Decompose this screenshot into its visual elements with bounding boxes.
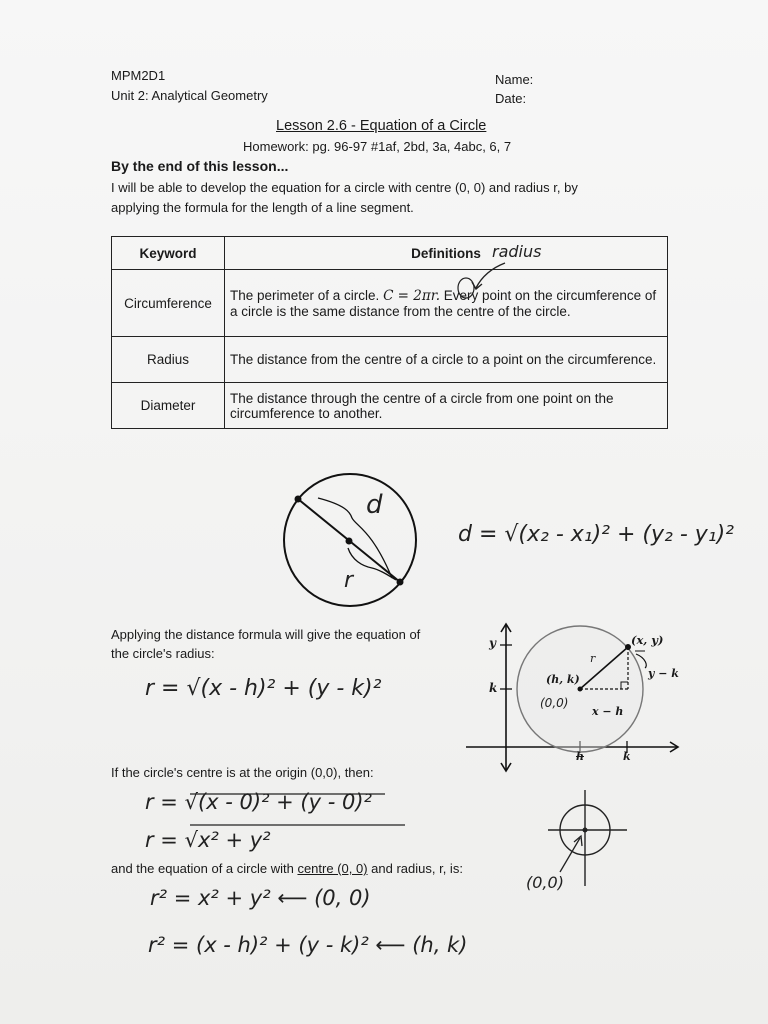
graph-handwritten-origin-note: (0,0): [540, 696, 569, 710]
keyword-header: Keyword: [112, 237, 225, 270]
section3-text-2b: and radius, r, is:: [367, 861, 463, 876]
name-label: Name:: [495, 72, 534, 87]
definition-text: Every point on the circumference of a circle is the same distance from the centre of the circle.: [230, 287, 657, 319]
course-code: MPM2D1: [111, 68, 166, 83]
handwritten-radius-note: radius: [492, 242, 542, 261]
definition-cell: The distance from the centre of a circle to a point on the circumference.: [225, 337, 668, 383]
section3-text-2a: and the equation of a circle with: [111, 861, 298, 876]
graph-centre-label: (h, k): [546, 673, 580, 686]
distance-formula: d = √(x₂ - x₁)² + (y₂ - y₁)²: [458, 522, 734, 547]
section3-text-2-underlined: centre (0, 0): [297, 861, 368, 876]
origin-sketch-label: (0,0): [526, 873, 564, 892]
homework-line: Homework: pg. 96-97 #1af, 2bd, 3a, 4abc, 6, 7: [243, 139, 512, 154]
definition-text: The perimeter of a circle.: [230, 287, 384, 303]
origin-radius-equation-2: r = √x² + y²: [145, 828, 271, 852]
origin-radius-equation-1: r = √(x - 0)² + (y - 0)²: [145, 790, 372, 814]
graph-y-minus-k-label: y − k: [648, 667, 679, 680]
graph-k-tick-label: k: [489, 681, 498, 695]
radius-label: r: [344, 568, 354, 593]
radius-equation-handwritten: r = √(x - h)² + (y - k)²: [145, 676, 382, 701]
circle-equation-origin: r² = x² + y² ⟵ (0, 0): [150, 886, 371, 910]
section2-text-1: Applying the distance formula will give the equation of: [111, 627, 421, 642]
date-label: Date:: [495, 91, 527, 106]
circle-equation-general: r² = (x - h)² + (y - k)² ⟵ (h, k): [148, 933, 468, 957]
goal-heading: By the end of this lesson...: [111, 158, 289, 174]
graph-h-tick-label: h: [576, 750, 584, 763]
graph-k-xtick-label: k: [623, 750, 631, 763]
graph-x-minus-h-label: x − h: [592, 705, 624, 718]
lesson-title: Lesson 2.6 - Equation of a Circle: [276, 118, 487, 134]
keyword-cell: Diameter: [112, 383, 225, 429]
keyword-cell: Circumference: [112, 270, 225, 337]
goal-text-2: applying the formula for the length of a line segment.: [111, 200, 414, 215]
circumference-formula: C = 2πr.: [383, 287, 441, 304]
graph-y-axis-label: y: [489, 636, 496, 650]
graph-radius-label: r: [590, 652, 596, 665]
unit-title: Unit 2: Analytical Geometry: [111, 88, 268, 103]
section2-text-2: the circle's radius:: [111, 646, 215, 661]
diameter-label: d: [366, 490, 383, 520]
definition-cell: The distance through the centre of a circle from one point on the circumference to another.: [225, 383, 668, 429]
keyword-cell: Radius: [112, 337, 225, 383]
goal-text-1: I will be able to develop the equation for a circle with centre (0, 0) and radius r, by: [111, 180, 578, 195]
section3-text: If the circle's centre is at the origin (0,0), then:: [111, 765, 374, 780]
graph-point-label: (x, y): [631, 633, 664, 647]
definitions-header: Definitions: [225, 237, 668, 270]
